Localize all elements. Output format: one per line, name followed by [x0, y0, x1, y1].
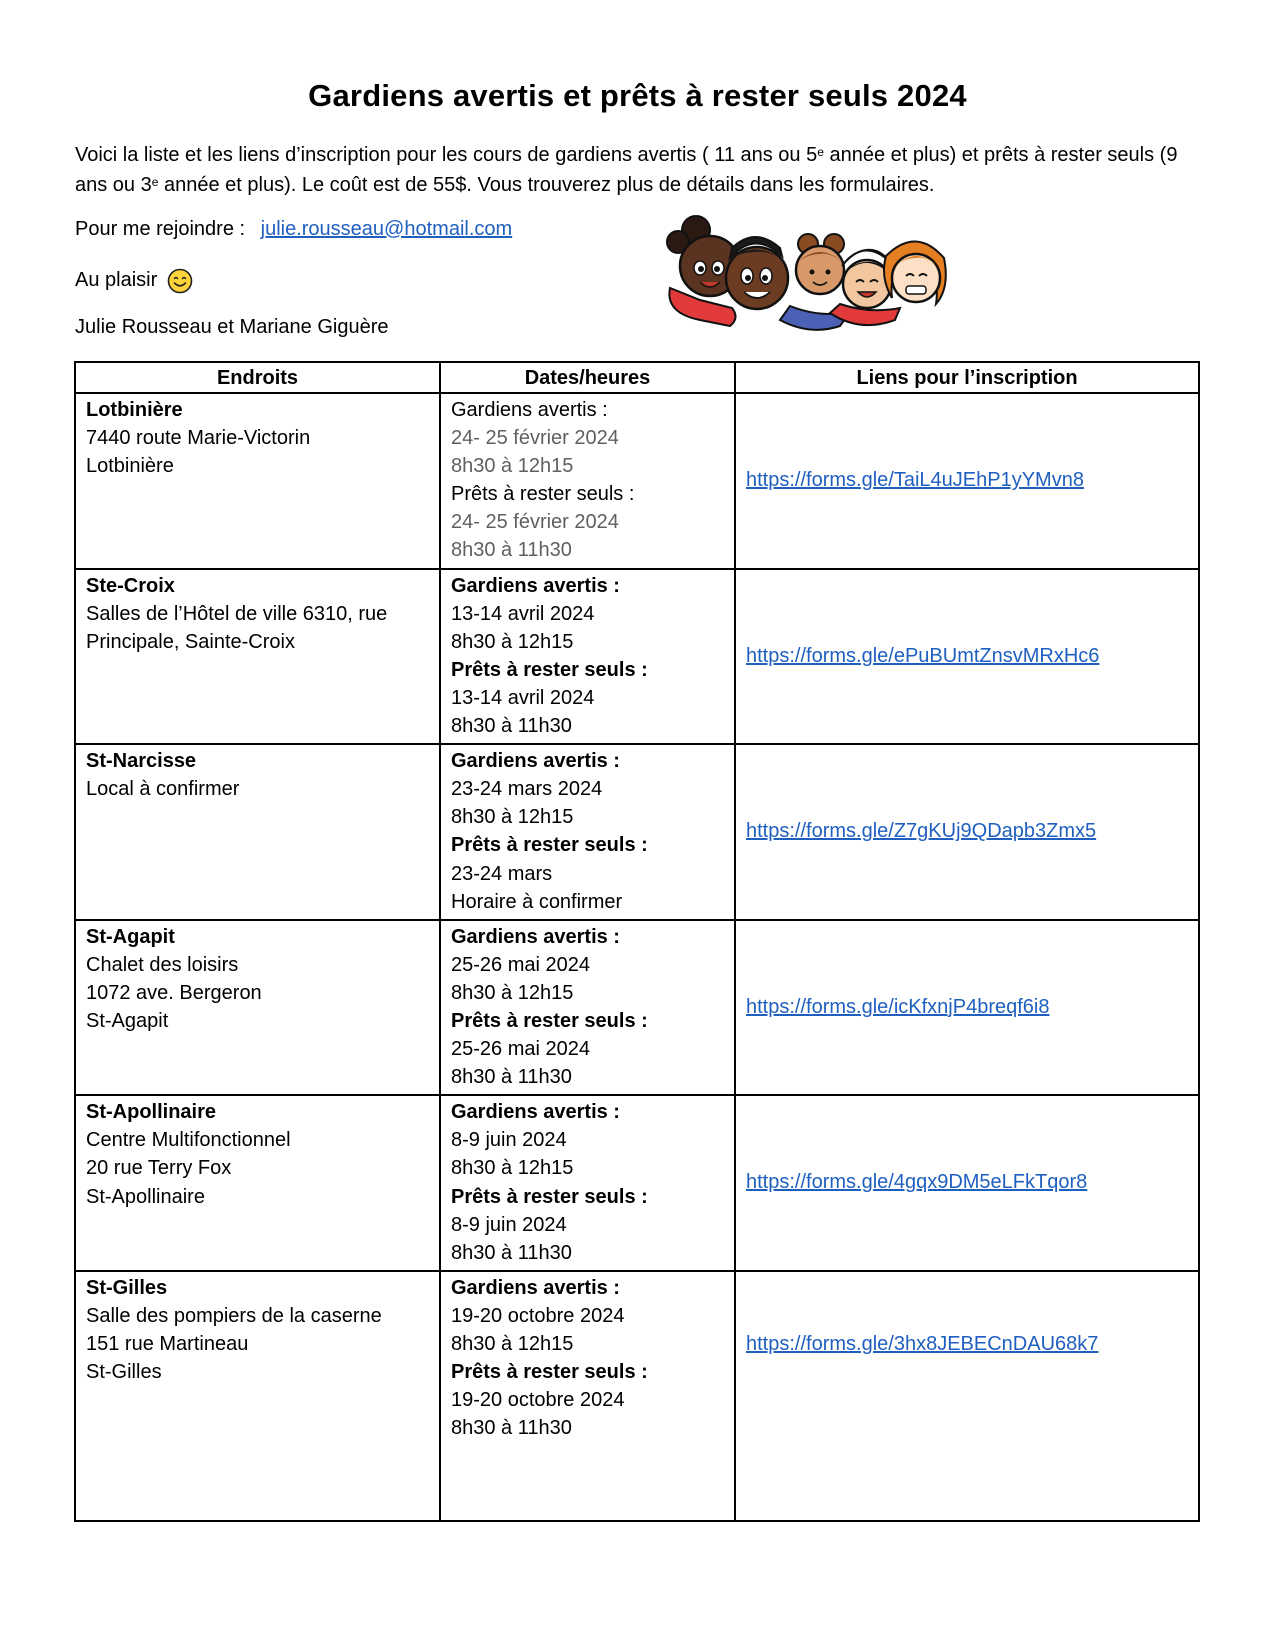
dates-cell: [440, 1095, 735, 1271]
dates-cell: [440, 744, 735, 920]
location-address-line: Chalet des loisirs: [86, 953, 239, 976]
location-name: Lotbinière: [86, 399, 183, 421]
registration-link[interactable]: https://forms.gle/3hx8JEBECnDAU68k7: [746, 1332, 1099, 1355]
intro-paragraph: [75, 140, 1205, 200]
contact-label: Pour me rejoindre :: [75, 218, 246, 240]
location-address-line: 20 rue Terry Fox: [86, 1157, 232, 1180]
prets-dates: 24- 25 février 2024: [451, 511, 619, 534]
location-address-line: Lotbinière: [86, 455, 174, 478]
link-cell: [735, 920, 1199, 1096]
intro-text-2: année et plus) et prêts à rester seuls (9 ans ou 3: [75, 144, 1178, 196]
contact-line: [75, 218, 512, 241]
gardiens-dates: 19-20 octobre 2024: [451, 1304, 625, 1327]
table-header-row: [75, 362, 1199, 393]
location-cell: [75, 1271, 440, 1521]
link-cell: [735, 1271, 1199, 1521]
location-cell: [75, 744, 440, 920]
link-cell: [735, 393, 1199, 569]
location-name: St-Apollinaire: [86, 1101, 217, 1124]
closing-text: Au plaisir: [75, 268, 158, 291]
gardiens-hours: 8h30 à 12h15: [451, 806, 574, 829]
prets-hours: 8h30 à 11h30: [451, 1066, 572, 1089]
gardiens-dates: 25-26 mai 2024: [451, 953, 590, 976]
dates-cell: [440, 569, 735, 745]
registration-link[interactable]: https://forms.gle/Z7gKUj9QDapb3Zmx5: [746, 820, 1097, 843]
gardiens-label: Gardiens avertis :: [451, 399, 608, 421]
location-address-line: Salle des pompiers de la caserne: [86, 1304, 382, 1327]
email-link[interactable]: julie.rousseau@hotmail.com: [260, 218, 513, 240]
gardiens-hours: 8h30 à 12h15: [451, 1333, 574, 1355]
registration-link[interactable]: https://forms.gle/icKfxnjP4breqf6i8: [746, 995, 1050, 1018]
prets-dates: 23-24 mars: [451, 862, 553, 885]
link-cell: [735, 569, 1199, 745]
signature-line: Julie Rousseau et Mariane Giguère: [75, 316, 389, 338]
prets-dates: 19-20 octobre 2024: [451, 1389, 625, 1412]
table-row: [75, 569, 1199, 745]
page-title: Gardiens avertis et prêts à rester seuls 2024: [308, 78, 967, 113]
header-dates: Dates/heures: [440, 362, 735, 393]
dates-cell: [440, 920, 735, 1096]
table-row: [75, 920, 1199, 1096]
cartoon-children-icon: [660, 208, 950, 348]
location-address-line: Salles de l’Hôtel de ville 6310, rue Principale, Sainte-Croix: [86, 602, 388, 653]
prets-dates: 8-9 juin 2024: [451, 1213, 567, 1236]
gardiens-label: Gardiens avertis :: [451, 750, 620, 773]
location-address-line: St-Agapit: [86, 1009, 169, 1032]
location-cell: [75, 1095, 440, 1271]
registration-link[interactable]: https://forms.gle/TaiL4uJEhP1yYMvn8: [746, 469, 1084, 492]
header-endroits: Endroits: [75, 362, 440, 393]
prets-label: Prêts à rester seuls :: [451, 1009, 648, 1032]
location-cell: [75, 920, 440, 1096]
prets-dates: 25-26 mai 2024: [451, 1038, 590, 1061]
prets-hours: 8h30 à 11h30: [451, 1241, 572, 1264]
gardiens-dates: 24- 25 février 2024: [451, 427, 619, 450]
intro-text-1: Voici la liste et les liens d’inscription pour les cours de gardiens avertis ( 11 ans ou 5: [75, 144, 818, 166]
location-name: St-Gilles: [86, 1276, 168, 1299]
registration-link[interactable]: https://forms.gle/ePuBUmtZnsvMRxHc6: [746, 644, 1100, 667]
location-address-line: Centre Multifonctionnel: [86, 1129, 291, 1152]
intro-text-3: année et plus). Le coût est de 55$. Vous trouverez plus de détails dans les formulaires.: [158, 174, 935, 196]
location-address-line: Local à confirmer: [86, 778, 240, 801]
closing-line: [75, 267, 193, 293]
location-name: St-Agapit: [86, 925, 175, 948]
smiley-icon: [167, 268, 193, 294]
location-address-line: 1072 ave. Bergeron: [86, 981, 262, 1004]
link-cell: [735, 1095, 1199, 1271]
dates-cell: [440, 393, 735, 569]
link-cell: [735, 744, 1199, 920]
registration-link[interactable]: https://forms.gle/4gqx9DM5eLFkTqor8: [746, 1171, 1088, 1194]
location-name: Ste-Croix: [86, 574, 175, 597]
table-row: [75, 393, 1199, 569]
gardiens-hours: 8h30 à 12h15: [451, 455, 574, 478]
prets-label: Prêts à rester seuls :: [451, 1361, 648, 1384]
location-name: St-Narcisse: [86, 750, 197, 773]
gardiens-dates: 8-9 juin 2024: [451, 1129, 567, 1152]
table-row: [75, 1271, 1199, 1521]
prets-label: Prêts à rester seuls :: [451, 834, 648, 857]
gardiens-dates: 23-24 mars 2024: [451, 778, 603, 801]
location-cell: [75, 569, 440, 745]
intro-superscript-2: e: [151, 175, 159, 189]
table-row: [75, 744, 1199, 920]
table-row: [75, 1095, 1199, 1271]
prets-dates: 13-14 avril 2024: [451, 686, 595, 709]
intro-superscript-1: e: [817, 145, 824, 159]
location-cell: [75, 393, 440, 569]
prets-label: Prêts à rester seuls :: [451, 1185, 648, 1208]
prets-hours: 8h30 à 11h30: [451, 539, 572, 562]
gardiens-hours: 8h30 à 12h15: [451, 630, 574, 653]
gardiens-hours: 8h30 à 12h15: [451, 1157, 574, 1180]
prets-hours: 8h30 à 11h30: [451, 1417, 572, 1440]
schedule-table: [74, 361, 1200, 1522]
prets-label: Prêts à rester seuls :: [451, 483, 635, 506]
location-address-line: 7440 route Marie-Victorin: [86, 427, 311, 450]
location-address-line: 151 rue Martineau: [86, 1333, 249, 1355]
prets-label: Prêts à rester seuls :: [451, 658, 648, 681]
gardiens-hours: 8h30 à 12h15: [451, 981, 574, 1004]
location-address-line: St-Gilles: [86, 1361, 162, 1384]
header-liens: Liens pour l’inscription: [735, 362, 1199, 393]
location-address-line: St-Apollinaire: [86, 1185, 205, 1208]
gardiens-label: Gardiens avertis :: [451, 925, 620, 948]
prets-hours: Horaire à confirmer: [451, 890, 623, 913]
gardiens-label: Gardiens avertis :: [451, 1276, 620, 1299]
gardiens-label: Gardiens avertis :: [451, 1101, 620, 1124]
gardiens-label: Gardiens avertis :: [451, 574, 620, 597]
dates-cell: [440, 1271, 735, 1521]
prets-hours: 8h30 à 11h30: [451, 715, 572, 738]
gardiens-dates: 13-14 avril 2024: [451, 602, 595, 625]
